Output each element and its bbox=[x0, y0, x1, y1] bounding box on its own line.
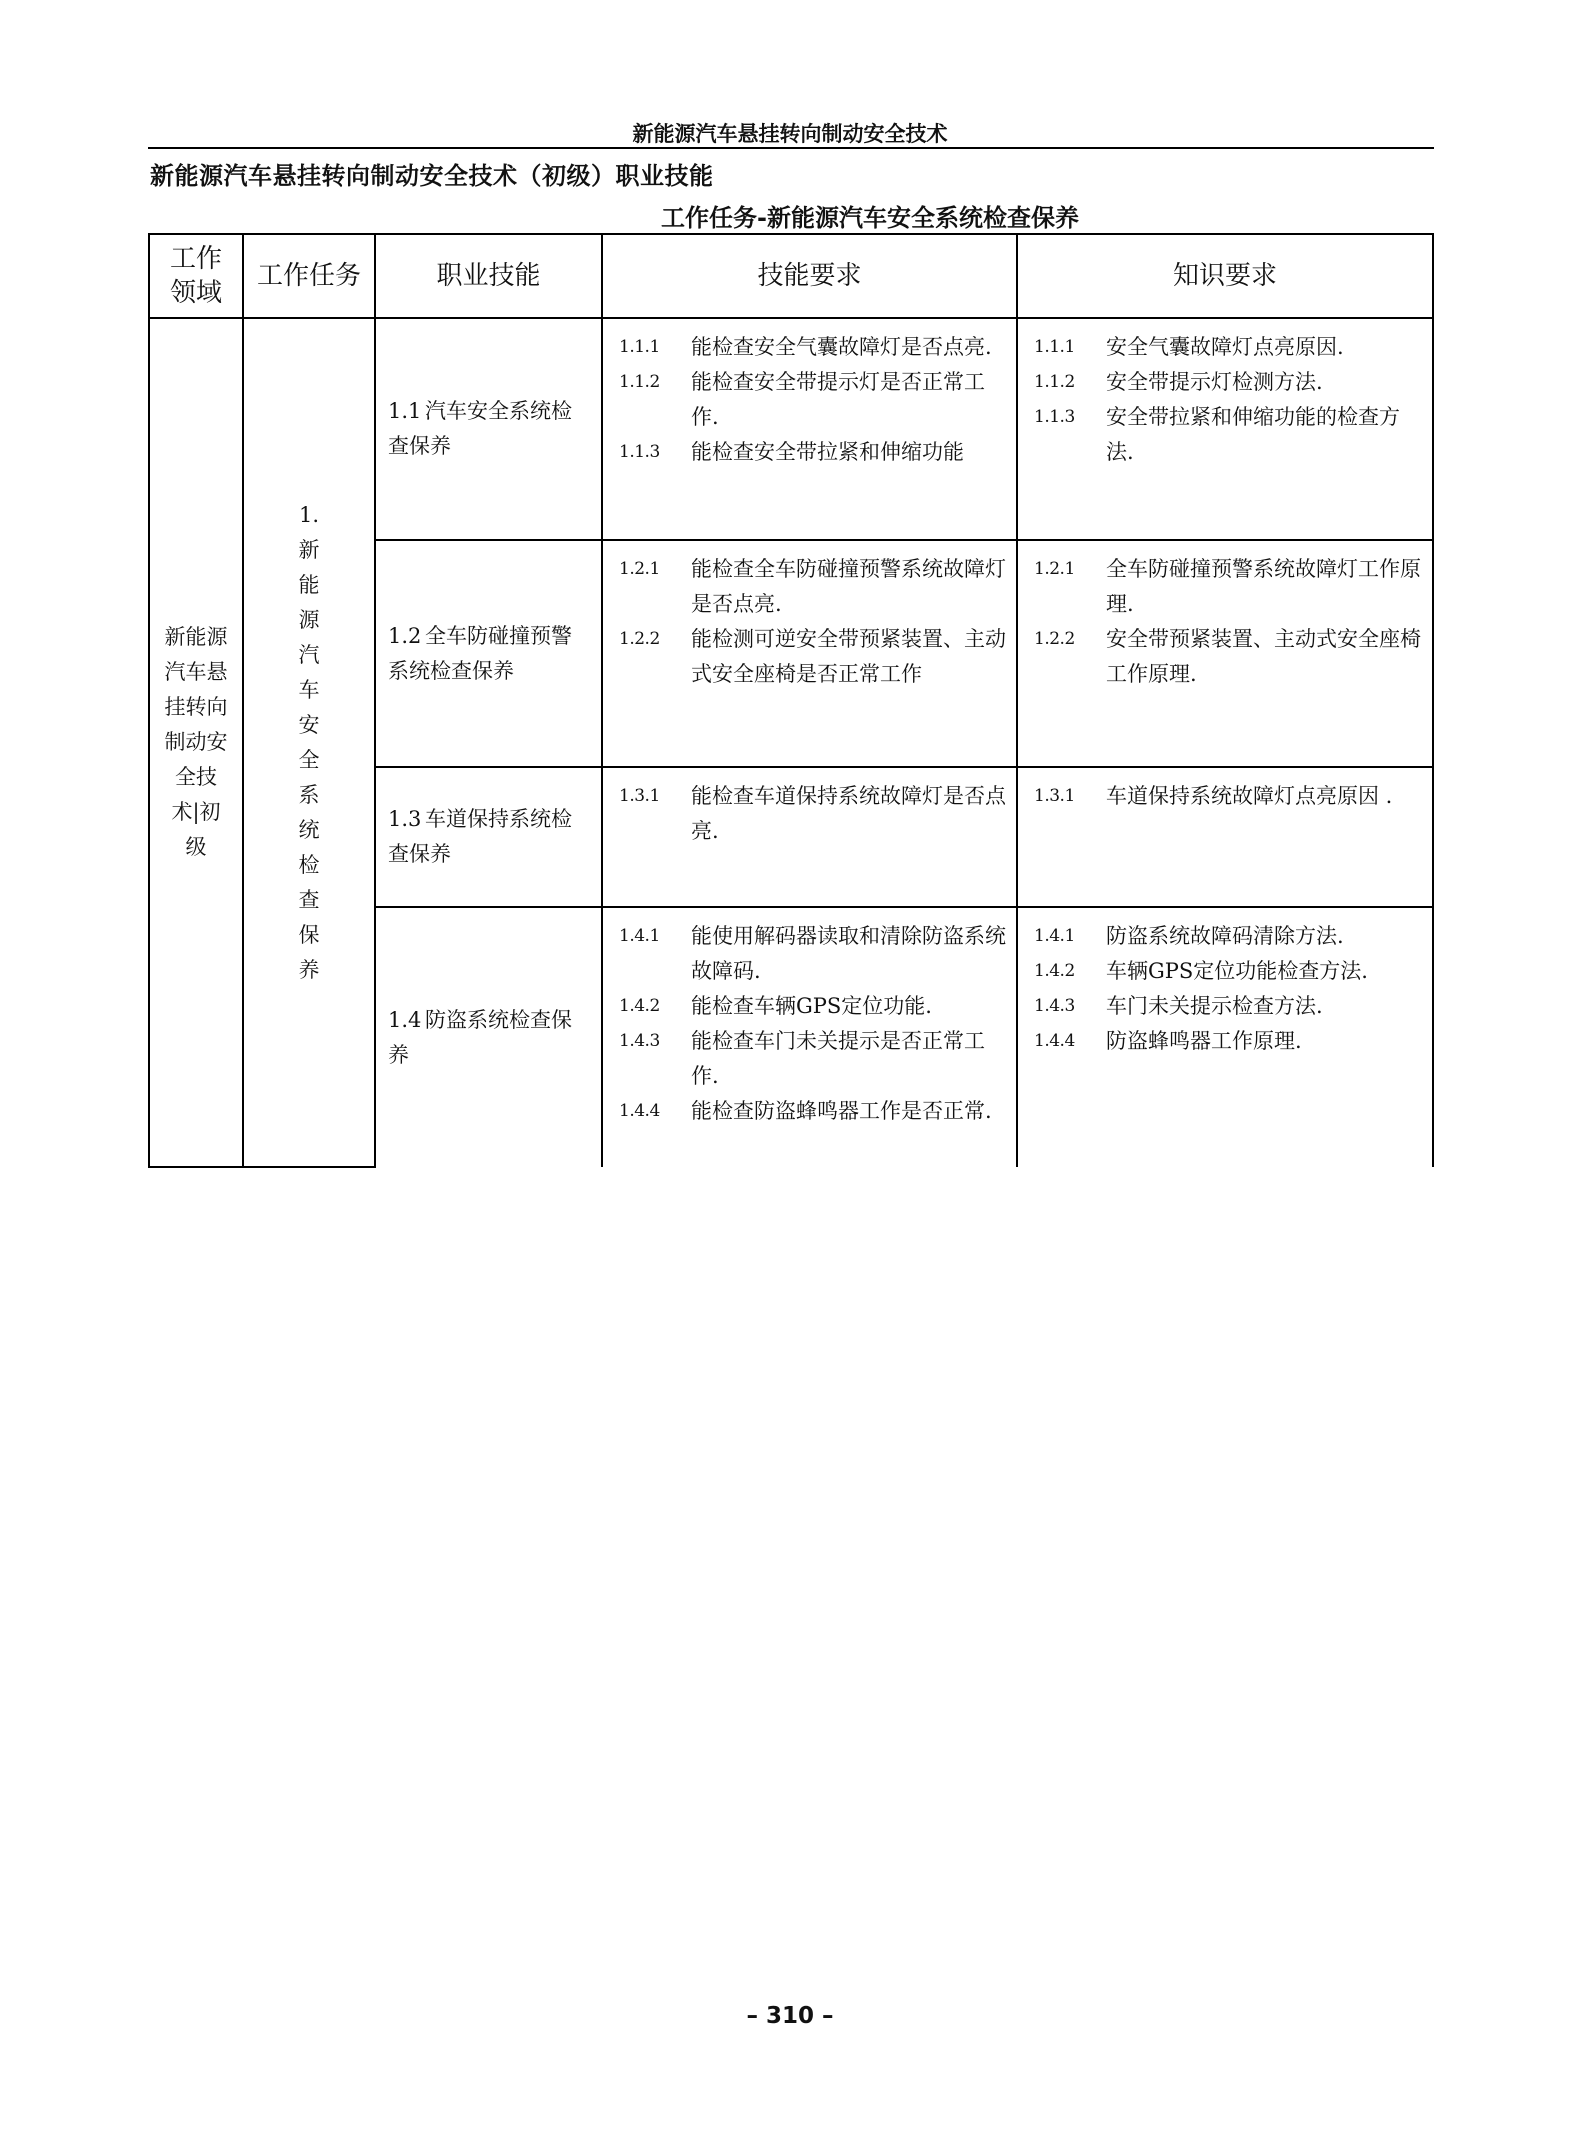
table-title: 工作任务-新能源汽车安全系统检查保养 bbox=[661, 204, 1079, 232]
requirement-number: 1.4.1 bbox=[619, 926, 660, 946]
requirement-number: 1.2.2 bbox=[1034, 629, 1075, 649]
requirement-text: 能检查车道保持系统故障灯是否点亮. bbox=[691, 784, 1006, 843]
requirement-number: 1.2.2 bbox=[619, 629, 660, 649]
skill-text: 1.1 汽车安全系统检查保养 bbox=[388, 399, 572, 458]
skill-text: 1.3 车道保持系统检查保养 bbox=[388, 807, 572, 866]
requirement-number: 1.4.3 bbox=[619, 1031, 660, 1051]
requirement-text: 车辆GPS定位功能检查方法. bbox=[1106, 959, 1368, 983]
work-task-cell: 1.新能源汽车安全系统检查保养 bbox=[243, 318, 375, 1167]
requirement-number: 1.2.1 bbox=[619, 559, 660, 579]
requirement-number: 1.4.4 bbox=[619, 1101, 660, 1121]
requirement-text: 安全带提示灯检测方法. bbox=[1106, 370, 1323, 394]
requirement-number: 1.1.2 bbox=[619, 372, 660, 392]
requirement-text: 安全气囊故障灯点亮原因. bbox=[1106, 335, 1344, 359]
skill-text: 1.4 防盗系统检查保养 bbox=[388, 1007, 572, 1067]
knowledge-requirements-cell bbox=[1017, 318, 1433, 540]
page-number: – 310 – bbox=[746, 2003, 834, 2029]
skill-cell bbox=[375, 540, 602, 767]
requirement-list bbox=[1018, 319, 1432, 470]
skill-cell bbox=[375, 907, 602, 1167]
requirement-text: 能检测可逆安全带预紧装置、主动式安全座椅是否正常工作 bbox=[691, 627, 1006, 686]
requirement-list bbox=[1018, 541, 1432, 692]
requirement-number: 1.1.1 bbox=[619, 337, 660, 357]
requirement-list bbox=[1018, 908, 1432, 1059]
skill-cell bbox=[375, 767, 602, 907]
requirement-text: 能使用解码器读取和清除防盗系统故障码. bbox=[691, 924, 1006, 983]
requirement-text: 能检查安全带拉紧和伸缩功能 bbox=[691, 440, 964, 464]
requirement-number: 1.3.1 bbox=[619, 786, 660, 806]
requirement-number: 1.4.1 bbox=[1034, 926, 1075, 946]
column-header-knowledge-requirements: 知识要求 bbox=[1017, 234, 1433, 318]
skill-cell bbox=[375, 318, 602, 540]
requirement-text: 能检查安全气囊故障灯是否点亮. bbox=[691, 335, 992, 359]
column-header-task: 工作任务 bbox=[243, 234, 375, 318]
section-title: 新能源汽车悬挂转向制动安全技术（初级）职业技能 bbox=[150, 162, 714, 190]
requirement-number: 1.4.4 bbox=[1034, 1031, 1075, 1051]
column-header-skill: 职业技能 bbox=[375, 234, 602, 318]
column-header-domain: 工作领域 bbox=[149, 234, 243, 318]
skills-table bbox=[148, 233, 1434, 1168]
requirement-text: 能检查全车防碰撞预警系统故障灯是否点亮. bbox=[691, 557, 1006, 616]
requirement-text: 车道保持系统故障灯点亮原因 . bbox=[1106, 784, 1393, 808]
requirement-text: 能检查车门未关提示是否正常工作. bbox=[691, 1029, 985, 1088]
knowledge-requirements-cell bbox=[1017, 767, 1433, 907]
requirement-text: 车门未关提示检查方法. bbox=[1106, 994, 1323, 1018]
requirement-text: 能检查安全带提示灯是否正常工作. bbox=[691, 370, 985, 429]
requirement-number: 1.1.3 bbox=[619, 442, 660, 462]
skill-requirements-cell bbox=[602, 540, 1017, 767]
table-row bbox=[149, 318, 1433, 540]
requirement-text: 安全带预紧装置、主动式安全座椅工作原理. bbox=[1106, 627, 1421, 686]
knowledge-requirements-cell bbox=[1017, 540, 1433, 767]
requirement-text: 能检查车辆GPS定位功能. bbox=[691, 994, 932, 1018]
skill-requirements-cell bbox=[602, 907, 1017, 1167]
requirement-text: 安全带拉紧和伸缩功能的检查方法. bbox=[1106, 405, 1400, 464]
requirement-list bbox=[603, 541, 1016, 692]
requirement-number: 1.1.2 bbox=[1034, 372, 1075, 392]
requirement-text: 防盗蜂鸣器工作原理. bbox=[1106, 1029, 1302, 1053]
requirement-text: 防盗系统故障码清除方法. bbox=[1106, 924, 1344, 948]
requirement-number: 1.1.1 bbox=[1034, 337, 1075, 357]
skill-requirements-cell bbox=[602, 767, 1017, 907]
requirement-list bbox=[1018, 768, 1432, 814]
work-domain-cell: 新能源汽车悬挂转向制动安全技术|初级 bbox=[149, 318, 243, 1167]
skill-text: 1.2 全车防碰撞预警系统检查保养 bbox=[388, 623, 572, 683]
requirement-list bbox=[603, 319, 1016, 470]
requirement-list bbox=[603, 768, 1016, 849]
requirement-number: 1.4.2 bbox=[1034, 961, 1075, 981]
header-rule bbox=[148, 147, 1434, 149]
requirement-text: 全车防碰撞预警系统故障灯工作原理. bbox=[1106, 557, 1421, 616]
running-header: 新能源汽车悬挂转向制动安全技术 bbox=[632, 122, 948, 146]
skill-requirements-cell bbox=[602, 318, 1017, 540]
requirement-text: 能检查防盗蜂鸣器工作是否正常. bbox=[691, 1099, 992, 1123]
requirement-number: 1.4.3 bbox=[1034, 996, 1075, 1016]
requirement-number: 1.3.1 bbox=[1034, 786, 1075, 806]
table-header-row bbox=[149, 234, 1433, 318]
column-header-skill-requirements: 技能要求 bbox=[602, 234, 1017, 318]
requirement-number: 1.1.3 bbox=[1034, 407, 1075, 427]
knowledge-requirements-cell bbox=[1017, 907, 1433, 1167]
requirement-number: 1.2.1 bbox=[1034, 559, 1075, 579]
requirement-number: 1.4.2 bbox=[619, 996, 660, 1016]
requirement-list bbox=[603, 908, 1016, 1129]
